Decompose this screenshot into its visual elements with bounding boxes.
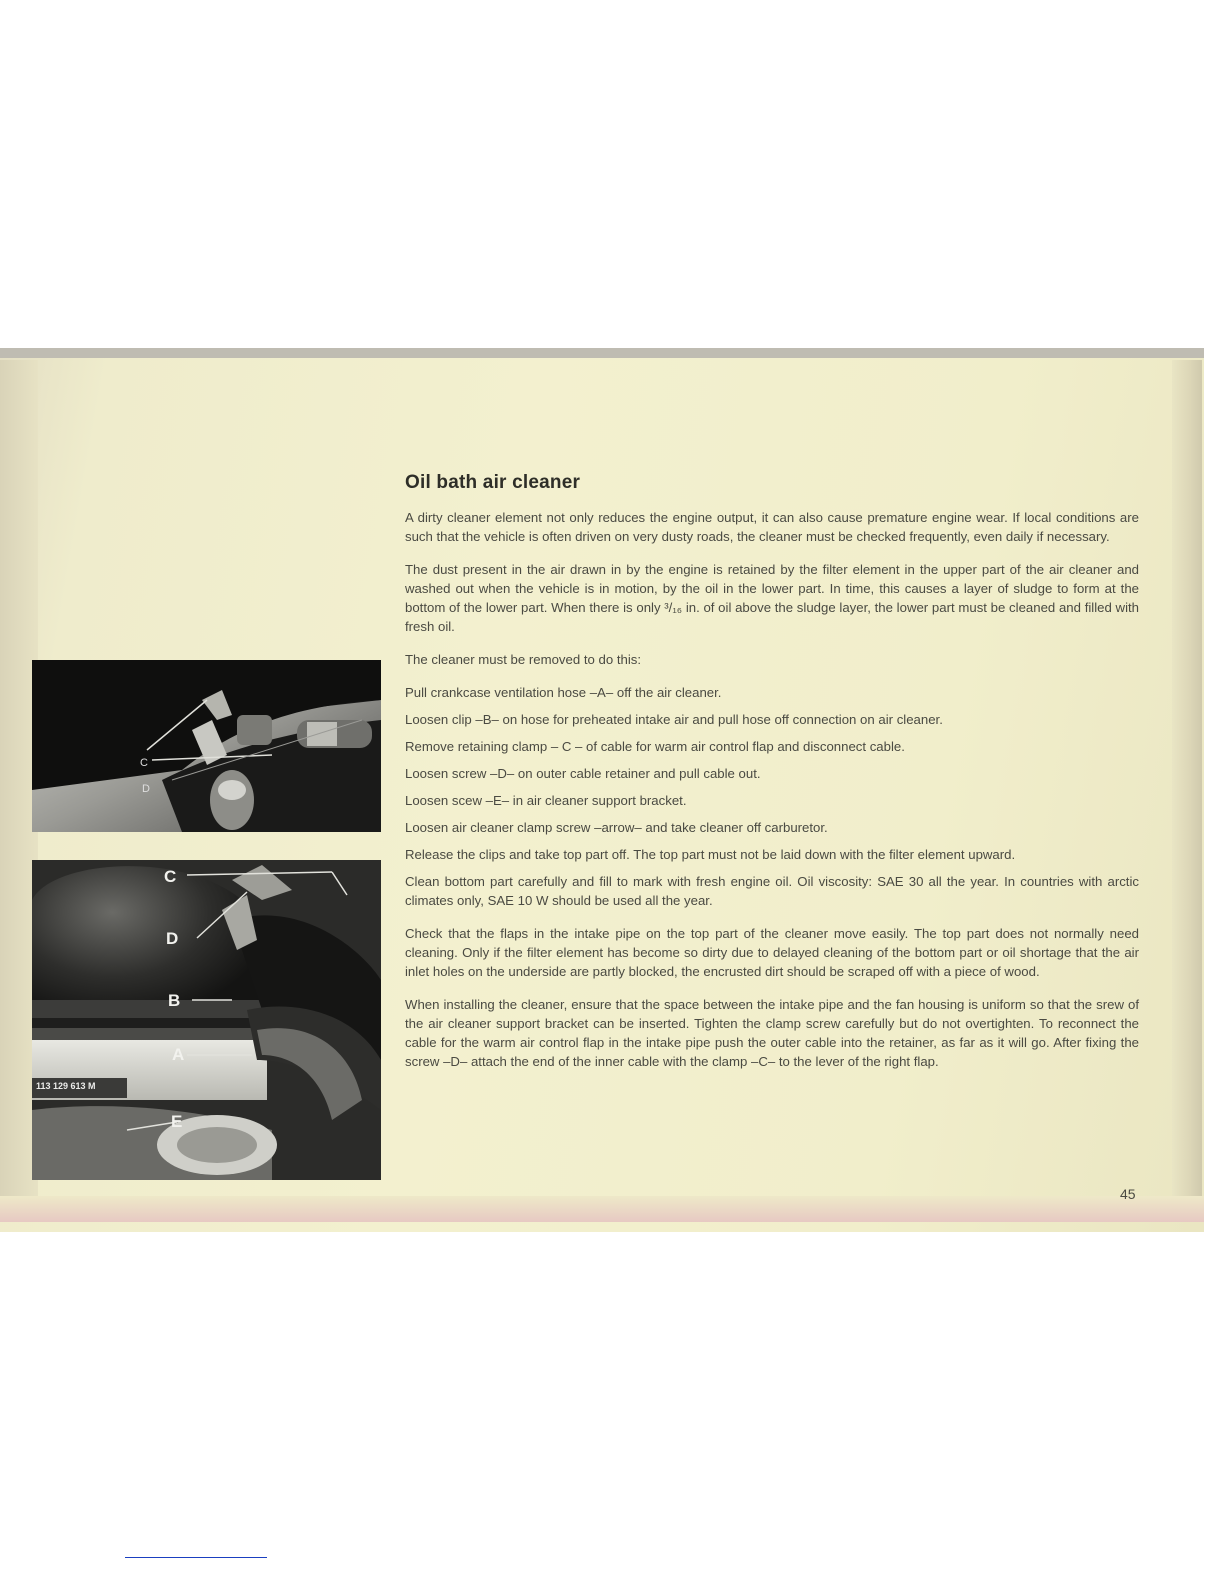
intro-paragraph: A dirty cleaner element not only reduces the engine output, it can also cause premature engine wear. If local conditions are such that the vehicle is often driven on very dusty roads, the cleaner must be checked frequently, even daily if necessary. <box>405 510 1139 544</box>
label-c: C <box>164 867 177 886</box>
lead-in-text: The cleaner must be removed to do this: <box>405 652 642 667</box>
photo-air-cleaner-image <box>32 860 381 1180</box>
label-b: B <box>168 991 181 1010</box>
photo-cable-clamp <box>32 660 381 832</box>
step-item: Clean bottom part carefully and fill to mark with fresh engine oil. Oil viscosity: SAE 30 all the year. In countries with arctic climates only, SAE 10 W should be used all the year. <box>405 874 1139 908</box>
step-item: Check that the flaps in the intake pipe on the top part of the cleaner move easily. The top part does not normally need cleaning. Only if the filter element has become so dirty due to delayed cleaning of the bottom part or oil shortage that the air inlet holes on the underside are partly blocked, the encrusted dirt should be scraped off with a piece of wood. <box>405 926 1139 979</box>
step-item: Pull crankcase ventilation hose –A– off the air cleaner. <box>405 685 722 700</box>
photo-air-cleaner <box>32 860 381 1180</box>
instructions-column <box>405 472 1139 1079</box>
step-item: Loosen screw –D– on outer cable retainer and pull cable out. <box>405 766 761 781</box>
step-item: Loosen scew –E– in air cleaner support bracket. <box>405 793 687 808</box>
label-a: A <box>172 1045 185 1064</box>
part-number-label: 113 129 613 M <box>36 1081 96 1091</box>
step-item: Loosen air cleaner clamp screw –arrow– and take cleaner off carburetor. <box>405 820 828 835</box>
step-item: Release the clips and take top part off. The top part must not be laid down with the filter element upward. <box>405 847 1016 862</box>
label-d: D <box>166 929 179 948</box>
page-heading: Oil bath air cleaner <box>405 472 581 493</box>
photo-cable-clamp-image <box>32 660 381 832</box>
page-edge <box>1172 360 1202 1210</box>
step-item: Remove retaining clamp – C – of cable for warm air control flap and disconnect cable. <box>405 739 905 754</box>
intro-paragraph: The dust present in the air drawn in by the engine is retained by the filter element in the upper part of the air cleaner and washed out when the vehicle is in motion, by the oil in the lower part. In time, this causes a layer of sludge to form at the bottom of the lower part. When there is only ³/₁₆ in. of oil above the sludge layer, the lower part must be cleaned and filled with fresh oil. <box>405 562 1139 634</box>
step-item: Loosen clip –B– on hose for preheated intake air and pull hose off connection on air cleaner. <box>405 712 943 727</box>
label-e: E <box>171 1112 183 1131</box>
page-number: 45 <box>1120 1186 1136 1202</box>
page-bottom-edge <box>0 1196 1204 1222</box>
step-item: When installing the cleaner, ensure that the space between the intake pipe and the fan housing is uniform so that the srew of the air cleaner support bracket can be inserted. Tighten the clamp screw carefully but do not overtighten. To reconnect the cable for the warm air control flap in the intake pipe push the outer cable into the retainer, as far as it will go. After fixing the screw –D– attach the end of the inner cable with the clamp –C– to the lever of the right flap. <box>405 997 1139 1069</box>
footer-link-underline <box>125 1557 267 1558</box>
label-c: C <box>140 757 148 769</box>
label-d: D <box>142 783 150 795</box>
